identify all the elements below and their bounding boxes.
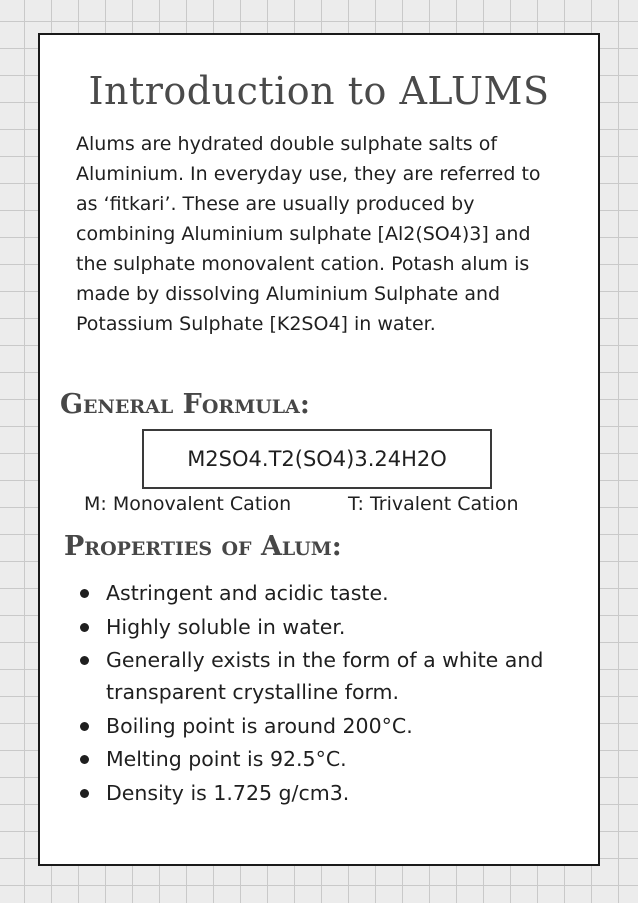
list-item bbox=[40, 611, 580, 643]
properties-heading: Properties of Alum: bbox=[64, 531, 342, 562]
property-text: Boiling point is around 200°C. bbox=[106, 713, 413, 738]
bullet-icon bbox=[80, 755, 89, 764]
bullet-icon bbox=[80, 722, 89, 731]
property-text: Highly soluble in water. bbox=[106, 614, 346, 639]
legend-monovalent: M: Monovalent Cation bbox=[84, 493, 292, 515]
formula-box: M2SO4.T2(SO4)3.24H2O bbox=[142, 429, 492, 489]
bullet-icon bbox=[80, 789, 89, 798]
list-item bbox=[40, 743, 580, 775]
property-text: Density is 1.725 g/cm3. bbox=[106, 780, 350, 805]
bullet-icon bbox=[80, 589, 89, 598]
properties-list bbox=[40, 577, 580, 810]
bullet-icon bbox=[80, 623, 89, 632]
list-item bbox=[40, 577, 580, 609]
property-text: Melting point is 92.5°C. bbox=[106, 747, 347, 771]
general-formula-heading: General Formula: bbox=[60, 389, 310, 420]
intro-paragraph: Alums are hydrated double sulphate salts of Aluminium. In everyday use, they are referred to as ‘fitkari’. These are usually produced by combining Aluminium sulphate [Al2(SO4)3] and the sulphate monovalent cation. Potash alum is made by dissolving Aluminium Sulphate and Potassium Sulphate [K2SO4] in water. bbox=[76, 133, 541, 335]
property-text: Astringent and acidic taste. bbox=[106, 581, 389, 605]
document-card bbox=[38, 33, 600, 866]
legend-trivalent: T: Trivalent Cation bbox=[348, 493, 519, 515]
list-item bbox=[40, 777, 580, 809]
page-title: Introduction to ALUMS bbox=[88, 69, 550, 113]
bullet-icon bbox=[80, 656, 89, 665]
list-item bbox=[40, 644, 580, 708]
property-text: Generally exists in the form of a white and transparent crystalline form. bbox=[106, 648, 544, 704]
list-item bbox=[40, 710, 580, 742]
